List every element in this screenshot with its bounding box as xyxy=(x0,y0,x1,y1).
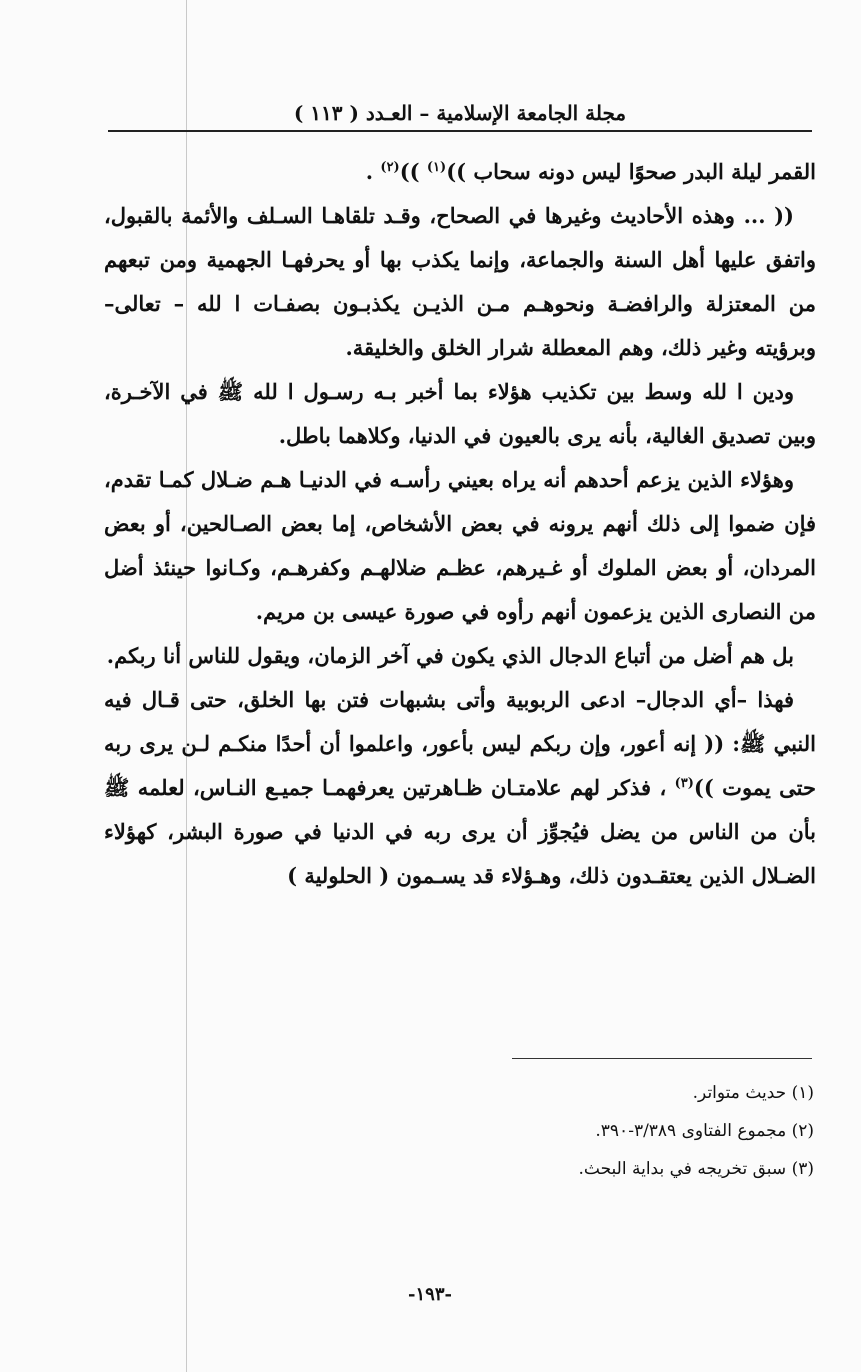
footnote-ref-1: (١) xyxy=(426,160,447,175)
paragraph-6-text-a: فهذا –أي الدجال– ادعى الربوبية وأتى بشبهات فتن بها الخلق، حتى قـال فيه النبي ﷺ: (( إنه أعور، وإن ربكم ليس بأعور، واعلموا أن أحدًا منكـم لـن يرى ربه حتى يموت )) xyxy=(104,687,816,800)
footnote-2: (٢) مجموع الفتاوى ٣/٣٨٩-٣٩٠. xyxy=(595,1121,814,1141)
paragraph-1-mid: )) xyxy=(399,159,427,184)
paragraph-3: ودين ا لله وسط بين تكذيب هؤلاء بما أخبر بـه رسـول ا لله ﷺ في الآخـرة، وبين تصديق الغالية، بأنه يرى بالعيون في الدنيا، وكلاهما باطل. xyxy=(104,379,816,448)
journal-title: مجلة الجامعة الإسلامية – العـدد ( ١١٣ ) xyxy=(293,101,627,125)
paragraph-2: (( ... وهذه الأحاديث وغيرها في الصحاح، وقـد تلقاهـا السـلف والأئمة بالقبول، واتفق عليها أهل السنة والجماعة، وإنما يكذب بها أو يحرفهـا الجهمية ومن تبعهم من المعتزلة والرافضـة ونحوهـم مـن الذيـن يكذبـون بصفـات ا لله – تعالى– وبرؤيته وغير ذلك، وهم المعطلة شرار الخلق والخليقة. xyxy=(104,203,816,360)
footnote-ref-3: (٣) xyxy=(674,776,694,791)
paragraph-5: بل هم أضل من أتباع الدجال الذي يكون في آخر الزمان، ويقول للناس أنا ربكم. xyxy=(106,643,794,668)
footnotes xyxy=(430,1074,814,1188)
paragraph-1-text: القمر ليلة البدر صحوًا ليس دونه سحاب )) xyxy=(446,159,816,184)
paragraph-4: وهؤلاء الذين يزعم أحدهم أنه يراه بعيني رأسـه في الدنيـا هـم ضـلال كمـا تقدم، فإن ضموا إلى ذلك أنهم يرونه في بعض الأشخاص، إما بعض الصـالحين، أو بعض المردان، أو بعض الملوك أو غـيرهم، عظـم ضلالهـم وكفرهـم، وكـانوا حينئذ أضل من النصارى الذين يزعمون أنهم رأوه في صورة عيسى بن مريم. xyxy=(104,467,816,624)
paragraph-6-text-b: ، فذكر لهم علامتـان ظـاهرتين يعرفهمـا جميـع النـاس، لعلمه ﷺ بأن من الناس من يضل فيُجوِّز أن يرى ربه في الدنيا في صورة البشر، كهؤلاء الضـلال الذين يعتقـدون ذلك، وهـؤلاء قد يسـمون ( الحلولية ) xyxy=(104,775,816,888)
paragraph-1 xyxy=(104,150,816,194)
paragraph-6 xyxy=(104,678,816,898)
footnote-divider xyxy=(512,1058,812,1059)
footnote-ref-2: (٢) xyxy=(380,160,400,175)
running-header xyxy=(110,96,810,130)
main-text xyxy=(104,150,816,898)
header-divider xyxy=(108,130,812,132)
footnote-3: (٣) سبق تخريجه في بداية البحث. xyxy=(578,1159,814,1179)
page-number: -١٩٣- xyxy=(408,1284,452,1305)
footnote-1: (١) حديث متواتر. xyxy=(692,1083,814,1103)
paragraph-1-end: . xyxy=(365,159,381,184)
